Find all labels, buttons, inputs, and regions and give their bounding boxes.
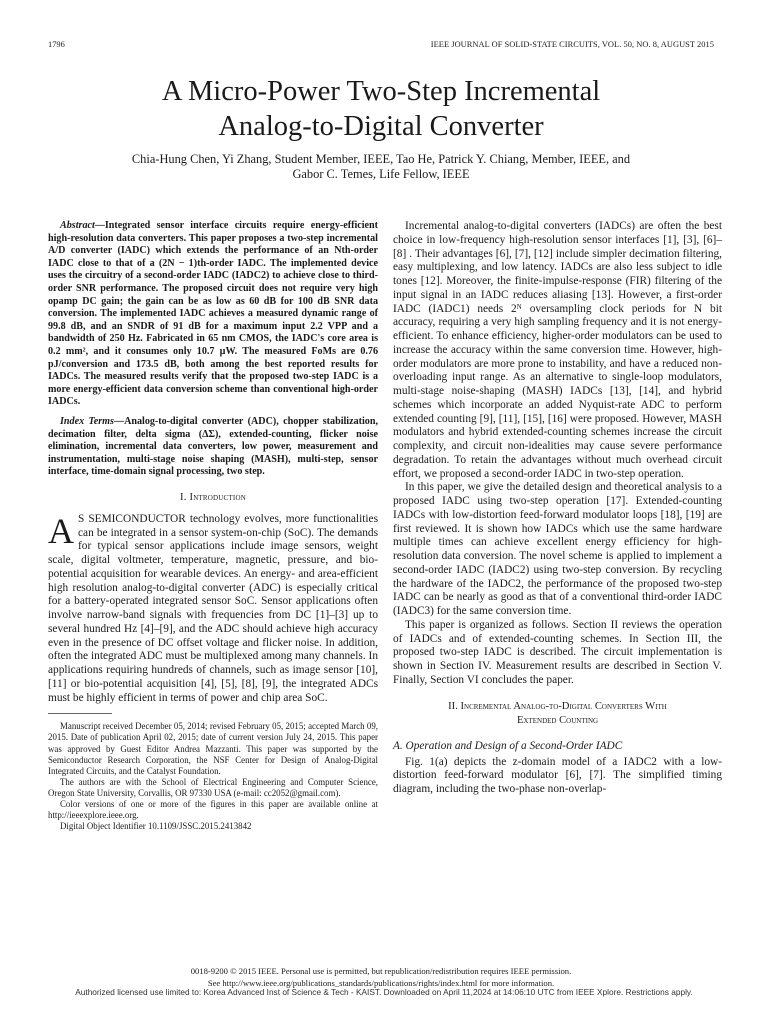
footnote-doi: Digital Object Identifier 10.1109/JSSC.2015.2413842: [60, 821, 252, 832]
right-paragraph-2: In this paper, we give the detailed design and theoretical analysis to a proposed IADC using two-step operation [17]. Extended-counting IADCs with low-distortion feed-forward modulator loops [18], [19] are first reviewed. It is shown how IADCs which use the same hardware multiple times can achieve excellent energy efficiency for high-resolution data conversion. The novel scheme is applied to implement a second-order IADC (IADC2) using two-step conversion. By recycling the hardware of the IADC2, the performance of the proposed two-step IADC can be nearly as good as that of a conventional third-order IADC (IADC3) for the same conversion time.: [393, 481, 722, 617]
title-line-2: Analog-to-Digital Converter: [218, 111, 544, 142]
copyright-notice: 0018-9200 © 2015 IEEE. Personal use is permitted, but republication/redistribution requires IEEE permission.: [190, 966, 572, 976]
page-number: 1796: [48, 40, 65, 49]
footnote-rule: [48, 713, 112, 714]
subsection-body: [393, 756, 722, 797]
section-1-title: Introduction: [189, 491, 246, 503]
paper-title: [48, 74, 714, 144]
footnotes: [48, 721, 378, 832]
right-column-body: [393, 220, 722, 688]
license-notice: Authorized licensed use limited to: Korea Advanced Inst of Science & Tech - KAIST. Downloaded on April 11,2024 at 14:06:10 UTC from IEEE Xplore. Restrictions apply.: [75, 987, 693, 997]
rights-link[interactable]: See http://www.ieee.org/publications_standards/publications/rights/index.html for more information.: [207, 978, 555, 988]
footnote-color-versions: Color versions of one or more of the figures in this paper are available online at http://ieeexplore.ieee.org.: [48, 799, 378, 821]
index-terms-lead: Index Terms: [60, 415, 114, 427]
right-paragraph-4: Fig. 1(a) depicts the z-domain model of a IADC2 with a low-distortion feed-forward modulator [6], [7]. The simplified timing diagram, including the two-phase non-overlap-: [393, 755, 722, 795]
index-terms: [48, 416, 378, 479]
authors-line-1: Chia-Hung Chen, Yi Zhang, Student Member, IEEE, Tao He, Patrick Y. Chiang, Member, IEEE, and: [131, 152, 631, 166]
section-1-number: I.: [180, 491, 187, 503]
authors-line-2: Gabor C. Temes, Life Fellow, IEEE: [292, 167, 470, 181]
footnote-affiliation: The authors are with the School of Electrical Engineering and Computer Science, Oregon State University, Corvallis, OR 97330 USA (e-mail: cc2052@gmail.com).: [48, 776, 378, 798]
journal-name: IEEE JOURNAL OF SOLID-STATE CIRCUITS, VOL. 50, NO. 8, AUGUST 2015: [430, 40, 714, 49]
abstract-text: —Integrated sensor interface circuits require energy-efficient high-resolution data converters. This paper proposes a two-step incremental A/D converter (IADC) which extends the performance of an Nth-order IADC close to that of a (2N − 1)th-order IADC. The implemented device uses the circuitry of a second-order IADC (IADC2) to achieve close to third-order SNR performance. The proposed circuit does not require very high opamp DC gain; the gain can be as low as 60 dB for 100 dB SNR data conversion. The implemented IADC achieves a measured dynamic range of 99.8 dB, and an SNDR of 91 dB for a maximum input 2.2 VPP and a bandwidth of 250 Hz. Fabricated in 65 nm CMOS, the IADC's core area is 0.2 mm², and it consumes only 10.7 µW. The measured FoMs are 0.76 pJ/conversion and 173.5 dB, both among the best reported results for IADCs. The measured results verify that the proposed two-step IADC is a more energy-efficient data conversion scheme than conventional high-order IADCs.: [48, 220, 378, 408]
section-2-title-line-2: Extended Counting: [516, 714, 599, 726]
footnote-manuscript: Manuscript received December 05, 2014; revised February 05, 2015; accepted March 09, 2015. Date of publication April 02, 2015; date of current version July 24, 2015. This paper was approved by Guest Editor Andrea Mazzanti. This paper was supported by the Semiconductor Research Corporation, the NSF Center for Design of Analog-Digital Integrated Circuits, and the Catalyst Foundation.: [48, 721, 378, 776]
running-header: [48, 40, 714, 54]
section-1-heading: [48, 492, 378, 503]
abstract: [48, 220, 378, 409]
right-paragraph-1: Incremental analog-to-digital converters (IADCs) are often the best choice in low-frequency high-resolution sensor interfaces [1], [3], [6]–[8] . Their advantages [6], [7], [12] include simpler decimation filtering, easy multiplexing, and low latency. IADCs are also less subject to idle tones [12]. Moreover, the finite-impulse-response (FIR) filtering of the input signal in an IADC reduces aliasing [13]. However, a first-order IADC (IADC1) needs 2ᴺ oversampling clock periods for N bit accuracy, requiring a very high sampling frequency and it is not energy-efficient. To enhance efficiency, higher-order modulators can be used to increase the accuracy within the same conversion time. However, high-order modulators are more prone to instability, and have a reduced non-overloading input range. As an alternative to single-loop modulators, multi-stage noise-shaping (MASH) IADCs [13], [14], and hybrid schemes which incorporate an added Nyquist-rate ADC to perform extended counting [9], [11], [15], [16] were proposed. However, MASH modulators and hybrid extended-counting schemes increase the circuit complexity, and circuit non-idealities may cause severe performance degradation. To retain the advantages without much overhead circuit effort, we proposed a second-order IADC in two-step operation.: [393, 220, 722, 480]
abstract-lead: Abstract: [60, 220, 95, 231]
index-terms-text: —Analog-to-digital converter (ADC), chopper stabilization, decimation filter, delta sigma (ΔΣ), extended-counting, flicker noise elimination, incremental data converters, low power, measurement and instrumentation, multi-stage noise shaping (MASH), multi-step, sensor interface, time-domain signal processing, two step.: [48, 415, 378, 478]
subsection-heading: A. Operation and Design of a Second-Order IADC: [393, 739, 623, 752]
intro-paragraph-1: S SEMICONDUCTOR technology evolves, more functionalities can be integrated in a sensor system-on-chip (SoC). The demands for typical sensor applications include image sensors, weight scale, digital voltmeter, temperature, magnetic, pressure, and bio-potential acquisition for wearable devices. An energy- and area-efficient high resolution analog-to-digital converter (ADC) is especially critical for a battery-operated integrated sensor SoC. Sensor applications often involve narrow-band signals with frequencies from DC [1]–[3] up to several hundred Hz [4]–[9], and the ADC should achieve high accuracy even in the presence of DC offset voltage and flicker noise. In addition, often the integrated ADC must be multiplexed among many channels. In applications requiring hundreds of channels, such as image sensor [10], [11] or bio-potential acquisition [4], [5], [8], [9], the integrated ADCs must be highly efficient in terms of power and chip area SoC.: [48, 512, 378, 704]
section-2-number: II.: [448, 700, 458, 712]
title-line-1: A Micro-Power Two-Step Incremental: [161, 76, 601, 107]
section-2-title-line-1: Incremental Analog-to-Digital Converters With: [460, 700, 667, 712]
left-column: [48, 220, 378, 832]
author-list: [48, 152, 714, 182]
section-2-heading: [393, 700, 722, 728]
introduction-body: [48, 510, 378, 706]
right-paragraph-3: This paper is organized as follows. Section II reviews the operation of IADCs and of extended-counting schemes. In Section III, the proposed two-step IADC is described. The circuit implementation is shown in Section IV. Measurement results are described in Section V. Finally, Section VI concludes the paper.: [393, 618, 722, 686]
right-column: [393, 220, 722, 797]
drop-cap: A: [48, 510, 74, 551]
